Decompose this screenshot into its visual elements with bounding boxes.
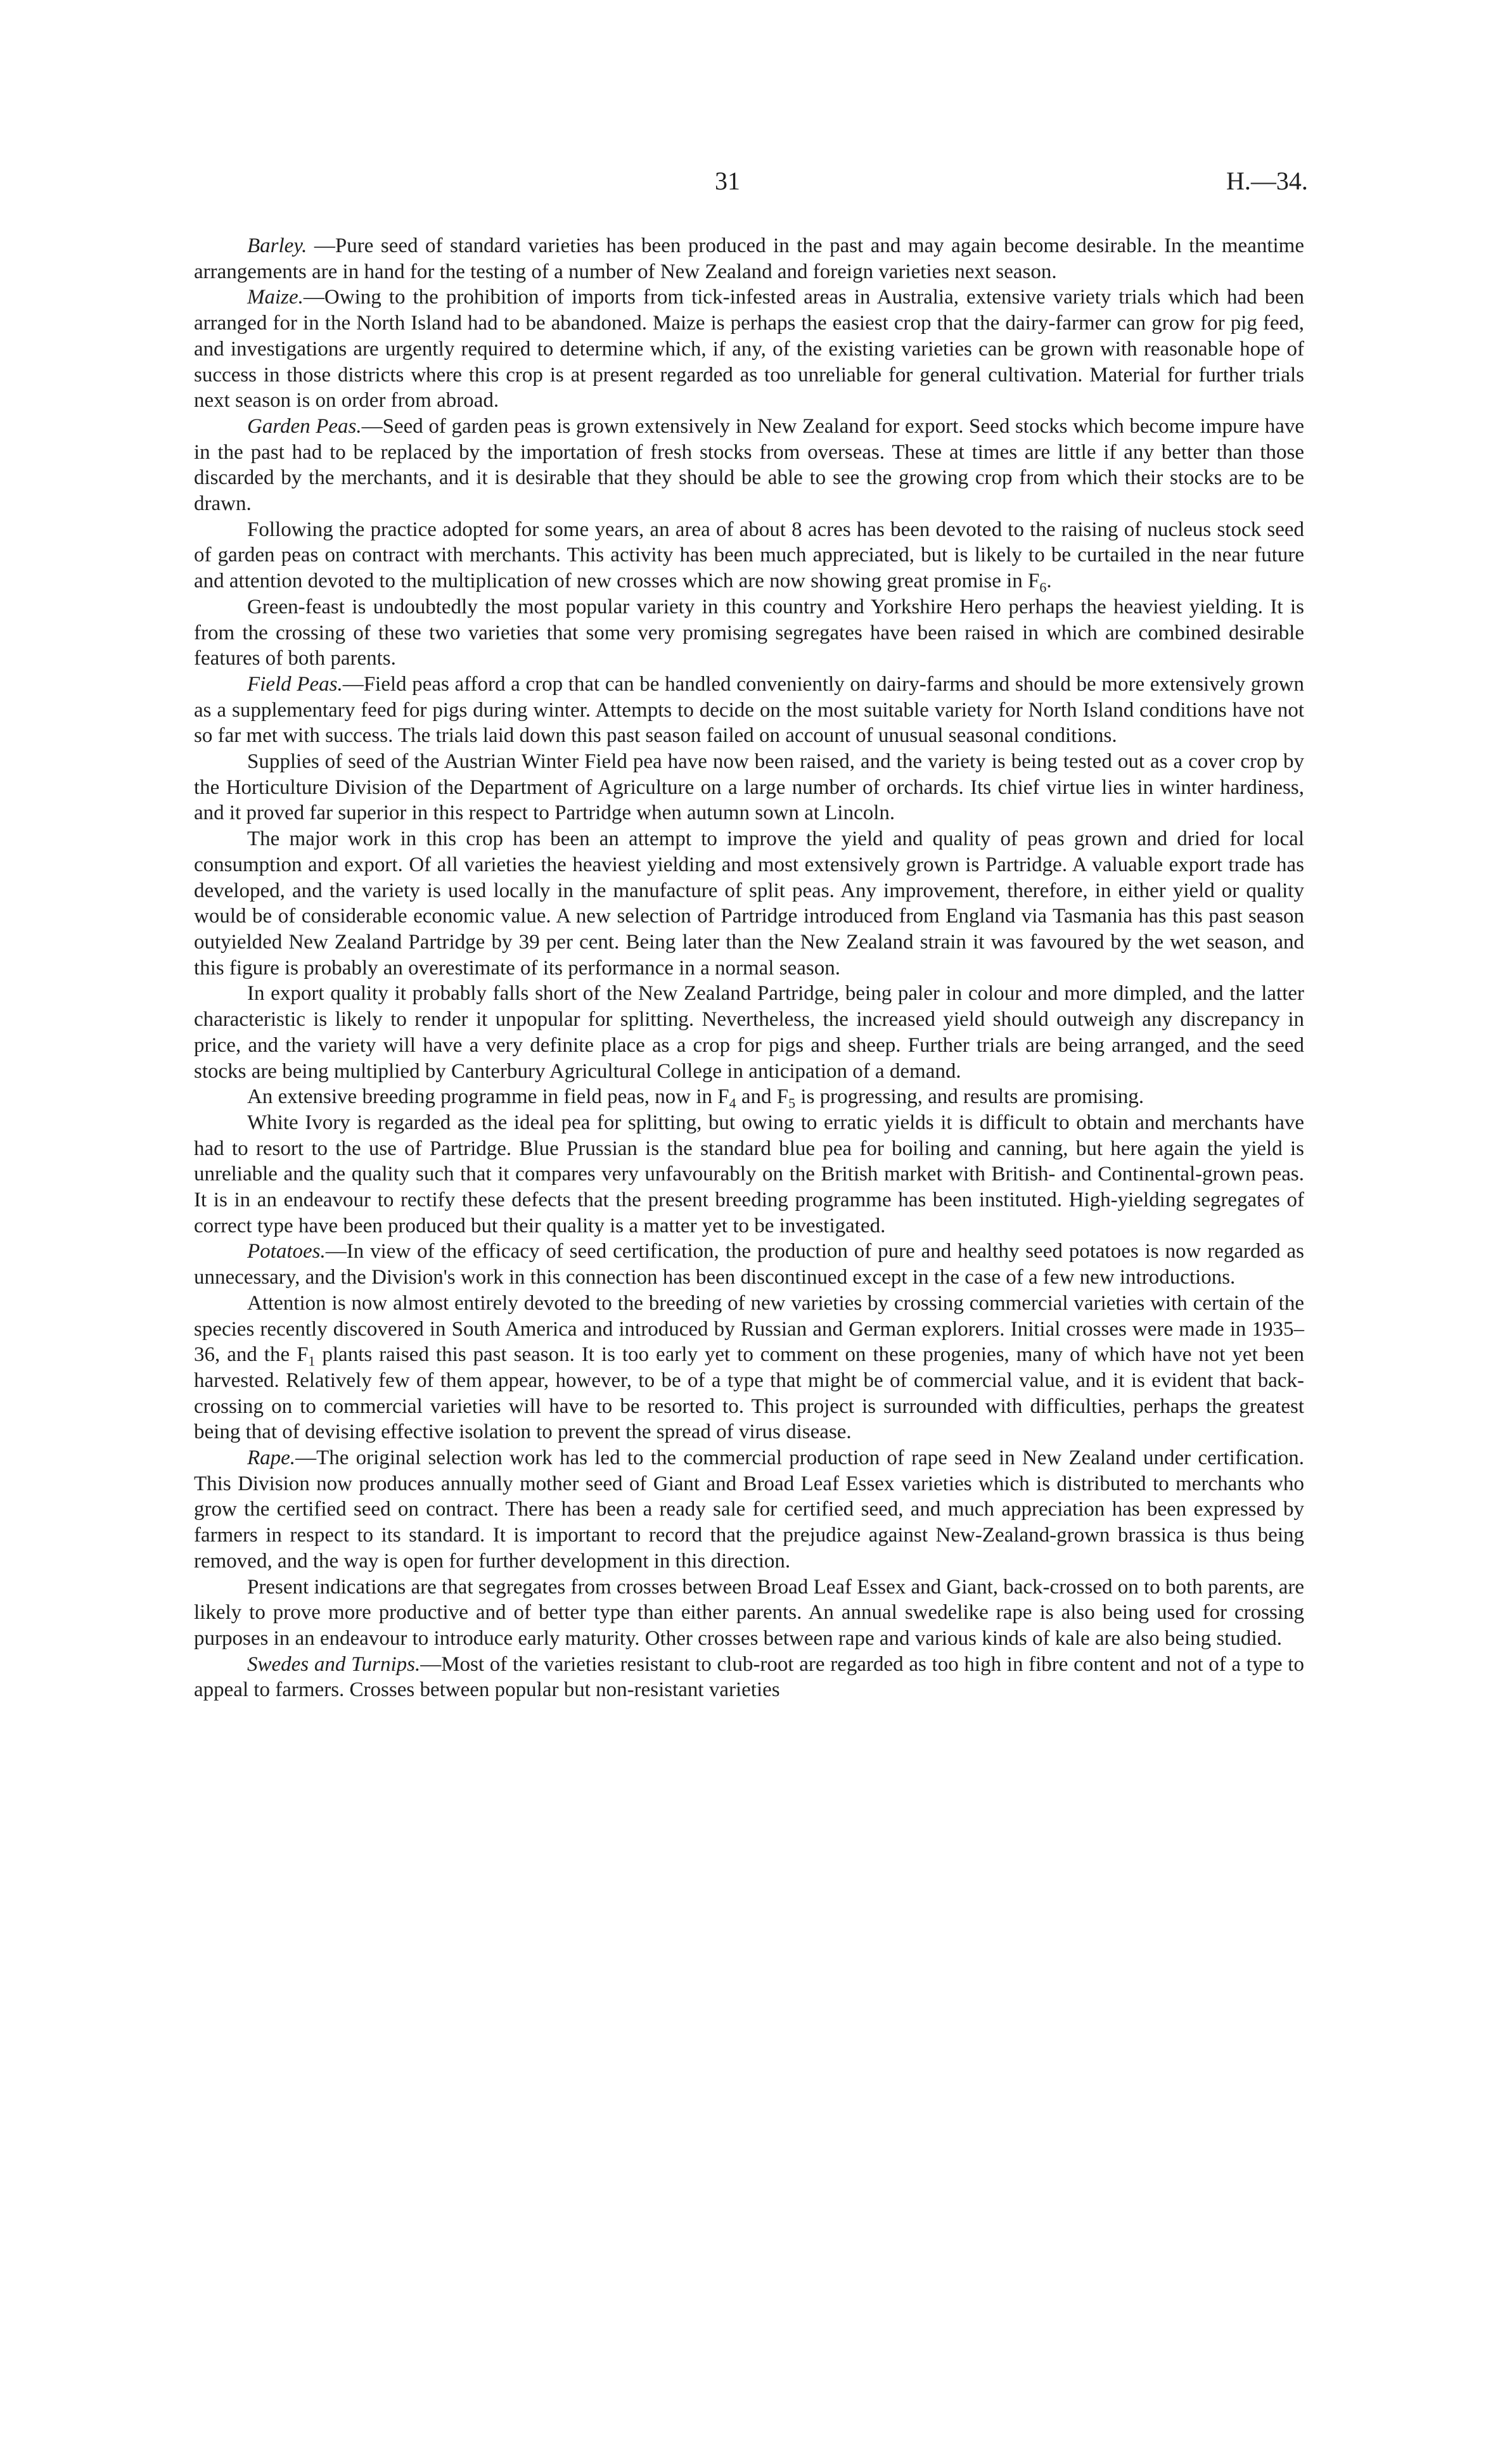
body-text: [194, 233, 1304, 1703]
paragraph-partridge: The major work in this crop has been an attempt to improve the yield and quality of peas grown and dried for local consumption and export. Of all varieties the heaviest yielding and most extensively grown is Partridge. A valuable export trade has developed, and the variety is used locally in the manufacture of split peas. Any improvement, therefore, in either yield or quality would be of considerable economic value. A new selection of Partridge introduced from England via Tasmania has this past season outyielded New Zealand Partridge by 39 per cent. Being later than the New Zealand strain it was favoured by the wet season, and this figure is probably an overestimate of its performance in a normal season.: [194, 827, 1304, 980]
paragraph-breeding-programme: An extensive breeding programme in field peas, now in $F_4$ and $F_5$ is progressing, and results are promising.: [247, 1085, 1144, 1111]
paragraph-potatoes: Potatoes.—In view of the efficacy of seed certification, the production of pure and healthy seed potatoes is now regarded as unnecessary, and the Division's work in this connection has been discontinued except in the case of a few new introductions.: [194, 1240, 1304, 1289]
paragraph-nucleus-stock: Following the practice adopted for some years, an area of about 8 acres has been devoted to the raising of nucleus stock seed of garden peas on contract with merchants. This activity has been much appreciated, but is likely to be curtailed in the near future and attention devoted to the multiplication of new crosses which are now showing great promise in $F_6$.: [194, 518, 1304, 596]
paragraph-austrian-winter: Supplies of seed of the Austrian Winter Field pea have now been raised, and the variety is being tested out as a cover crop by the Horticulture Division of the Department of Agriculture on a large number of orchards. Its chief virtue lies in winter hardiness, and it proved far superior in this respect to Partridge when autumn sown at Lincoln.: [194, 750, 1304, 825]
paragraph-export-quality: In export quality it probably falls short of the New Zealand Partridge, being paler in colour and more dimpled, and the latter characteristic is likely to render it unpopular for splitting. Nevertheless, the increased yield should outweigh any discrepancy in price, and the variety will have a very definite place as a crop for pigs and sheep. Further trials are being arranged, and the seed stocks are being multiplied by Canterbury Agricultural College in anticipation of a demand.: [194, 982, 1304, 1083]
page-header: [0, 166, 1493, 204]
paragraph-white-ivory: White Ivory is regarded as the ideal pea for splitting, but owing to erratic yields it is difficult to obtain and merchants have had to resort to the use of Partridge. Blue Prussian is the standard blue pea for boiling and canning, but here again the yield is unreliable and the quality such that it compares very unfavourably on the British market with British- and Continental-grown peas. It is in an endeavour to rectify these defects that the present breeding programme has been instituted. High-yielding segregates of correct type have been produced but their quality is a matter yet to be investigated.: [194, 1111, 1304, 1237]
document-reference: H.—34.: [1226, 167, 1308, 195]
paragraph-maize: Maize.—Owing to the prohibition of imports from tick-infested areas in Australia, extensive variety trials which had been arranged for in the North Island had to be abandoned. Maize is perhaps the easiest crop that the dairy-farmer can grow for pig feed, and investigations are urgently required to determine which, if any, of the existing varieties can be grown with reasonable hope of success in those districts where this crop is at present regarded as too unreliable for general cultivation. Material for further trials next season is on order from abroad.: [194, 286, 1304, 412]
section-heading: Barley.: [247, 234, 307, 257]
paragraph-rape-crosses: Present indications are that segregates from crosses between Broad Leaf Essex and Giant, back-crossed on to both parents, are likely to prove more productive and of better type than either parents. An annual swedelike rape is also being used for crossing purposes in an endeavour to introduce early maturity. Other crosses between rape and various kinds of kale are also being studied.: [194, 1575, 1304, 1650]
section-heading: Garden Peas.: [247, 414, 362, 438]
paragraph-barley: Barley. —Pure seed of standard varieties has been produced in the past and may again become desirable. In the meantime arrangements are in hand for the testing of a number of New Zealand and foreign varieties next season.: [194, 234, 1304, 283]
paragraph-potato-breeding: Attention is now almost entirely devoted to the breeding of new varieties by crossing commercial varieties with certain of the species recently discovered in South America and introduced by Russian and German explorers. Initial crosses were made in 1935–36, and the $F_1$ plants raised this past season. It is too early yet to comment on these progenies, many of which have not yet been harvested. Relatively few of them appear, however, to be of a type that might be of commercial value, and it is evident that back-crossing on to commercial varieties will have to be resorted to. This project is surrounded with difficulties, perhaps the greatest being that of devising effective isolation to prevent the spread of virus disease.: [194, 1291, 1304, 1444]
paragraph-green-feast: Green-feast is undoubtedly the most popular variety in this country and Yorkshire Hero perhaps the heaviest yielding. It is from the crossing of these two varieties that some very promising segregates have been raised in which are combined desirable features of both parents.: [194, 595, 1304, 670]
section-heading: Field Peas.: [247, 672, 343, 696]
section-heading: Potatoes.: [247, 1240, 326, 1263]
paragraph-rape: Rape.—The original selection work has led to the commercial production of rape seed in New Zealand under certification. This Division now produces annually mother seed of Giant and Broad Leaf Essex varieties which is distributed to merchants who grow the certified seed on contract. There has been a ready sale for certified seed, and much appreciation has been expressed by farmers in respect to its standard. It is important to record that the prejudice against New-Zealand-grown brassica is thus being removed, and the way is open for further development in this direction.: [194, 1446, 1304, 1573]
section-heading: Swedes and Turnips.: [247, 1652, 421, 1676]
section-heading: Maize.: [247, 286, 304, 309]
paragraph-field-peas: Field Peas.—Field peas afford a crop that can be handled conveniently on dairy-farms and should be more extensively grown as a supplementary feed for pigs during winter. Attempts to decide on the most suitable variety for North Island conditions have not so far met with success. The trials laid down this past season failed on account of unusual seasonal conditions.: [194, 672, 1304, 748]
page-number: 31: [715, 167, 740, 195]
section-heading: Rape.: [247, 1446, 296, 1470]
paragraph-garden-peas: Garden Peas.—Seed of garden peas is grown extensively in New Zealand for export. Seed stocks which become impure have in the past had to be replaced by the importation of fresh stocks from overseas. These at times are little if any better than those discarded by the merchants, and it is desirable that they should be able to see the growing crop from which their stocks are to be drawn.: [194, 414, 1305, 516]
paragraph-swedes-turnips: Swedes and Turnips.—Most of the varieties resistant to club-root are regarded as too high in fibre content and not of a type to appeal to farmers. Crosses between popular but non-resistant varieties: [194, 1652, 1304, 1702]
